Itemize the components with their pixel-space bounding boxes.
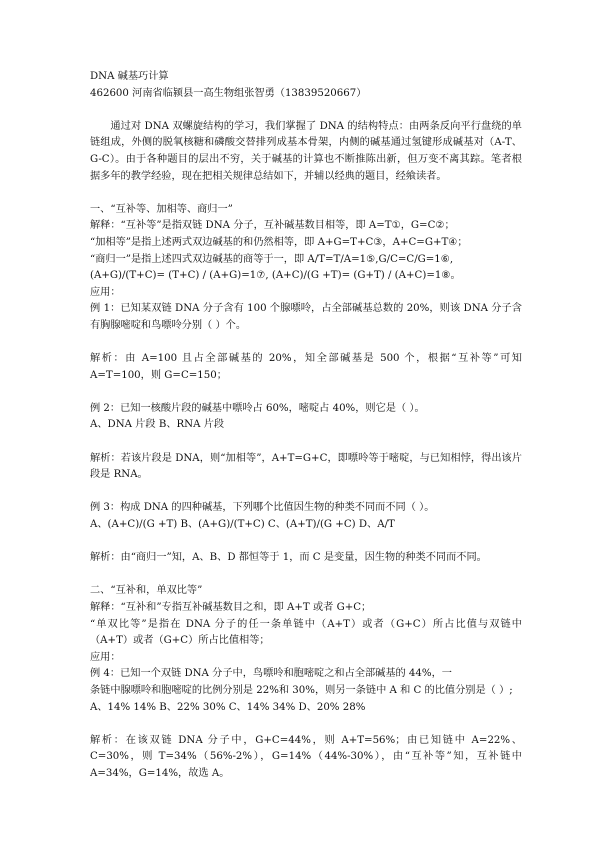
example-4-question-line-1: 例 4：已知一个双链 DNA 分子中，鸟嘌呤和胞嘧啶之和占全部碱基的 44%，一 xyxy=(90,668,452,680)
section-2-heading: 二、“互补和，单双比等” xyxy=(90,585,203,597)
example-2-answer: 解析：若该片段是 DNA，则“加相等”，A+T=G+C，即嘌呤等于嘧啶，与已知相悖，得出该片段是 RNA。 xyxy=(90,452,522,481)
spacer xyxy=(90,335,522,352)
document-body xyxy=(90,69,522,783)
spacer xyxy=(90,534,522,551)
spacer xyxy=(90,567,522,584)
example-4-answer: 解析：在该双链 DNA 分子中，G+C=44%，则 A+T=56%；由已知链中 A=22%、C=30%，则 T=34%（56%-2%），G=14%（44%-30%），由“互补等”知，互补链中 A=34%，G=14%，故选 A。 xyxy=(90,734,522,779)
spacer xyxy=(90,102,522,119)
section-1-explain-1: 解释：“互补等”是指双链 DNA 分子，互补碱基数目相等，即 A=T①，G=C②； xyxy=(90,220,455,232)
section-2-explain-2: “单双比等”是指在 DNA 分子的任一条单链中（A+T）或者（G+C）所占比值与双链中（A+T）或者（G+C）所占比值相等； xyxy=(90,618,522,647)
section-1-explain-2: “加相等”是指上述两式双边碱基的和仍然相等，即 A+G=T+C③，A+C=G+T④； xyxy=(90,236,468,248)
example-3-options: A、(A+C)/(G +T) B、(A+G)/(T+C) C、(A+T)/(G +C) D、A/T xyxy=(90,519,395,531)
example-4-question-line-2: 条链中腺嘌呤和胞嘧啶的比例分别是 22%和 30%，则另一条链中 A 和 C 的比值分别是（ ）; xyxy=(90,684,513,696)
spacer xyxy=(90,434,522,451)
example-4-options: A、14% 14% B、22% 30% C、14% 34% D、20% 28% xyxy=(90,701,366,713)
example-1-question: 例 1：已知某双链 DNA 分子含有 100 个腺嘌呤，占全部碱基总数的 20%，则该 DNA 分子含有胸腺嘧啶和鸟嘌呤分别（ ）个。 xyxy=(90,303,522,331)
section-1-explain-3: “商归一”是指上述四式双边碱基的商等于一，即 A/T=T/A=1⑤,G/C=C/G=1⑥, xyxy=(90,253,454,265)
spacer xyxy=(90,716,522,733)
section-1-heading: 一、“互补等、加相等、商归一” xyxy=(90,203,233,215)
section-2-explain-1: 解释：“互补和”专指互补碱基数目之和，即 A+T 或者 G+C； xyxy=(90,602,372,613)
author-line: 462600 河南省临颍县一高生物组张智勇（13839520667） xyxy=(90,87,367,99)
example-1-answer: 解析：由 A=100 且占全部碱基的 20%，知全部碱基是 500 个，根据“互补等”可知 A=T=100，则 G=C=150； xyxy=(90,353,522,381)
intro-paragraph: 通过对 DNA 双螺旋结构的学习，我们掌握了 DNA 的结构特点：由两条反向平行盘绕的单链组成，外侧的脱氧核糖和磷酸交替排列成基本骨架，内侧的碱基通过氢键形成碱基对（A-T、G-C）。由于各种题目的层出不穷，关于碱基的计算也不断推陈出新，但万变不离其踪。笔者根据多年的教学经验，现在把相关规律总结如下，并辅以经典的题目，经飨读者。 xyxy=(90,120,522,182)
section-2-apply-label: 应用： xyxy=(90,651,121,663)
example-3-question: 例 3：构成 DNA 的四种碱基，下列哪个比值因生物的种类不同而不同（ ）。 xyxy=(90,502,435,514)
example-2-options: A、DNA 片段 B、RNA 片段 xyxy=(90,419,225,431)
document-title: DNA 碱基巧计算 xyxy=(90,71,169,82)
spacer xyxy=(90,185,522,202)
section-1-apply-label: 应用： xyxy=(90,286,121,298)
example-3-answer: 解析：由“商归一”知，A、B、D 都恒等于 1，而 C 是变量，因生物的种类不同而不同。 xyxy=(90,552,487,564)
section-1-explain-4: (A+G)/(T+C)= (T+C) / (A+G)=1⑦, (A+C)/(G +T)= (G+T) / (A+C)=1⑧。 xyxy=(90,270,461,282)
spacer xyxy=(90,484,522,501)
example-2-question: 例 2：已知一核酸片段的碱基中嘌呤占 60%，嘧啶占 40%，则它是（ ）。 xyxy=(90,402,425,414)
spacer xyxy=(90,384,522,401)
